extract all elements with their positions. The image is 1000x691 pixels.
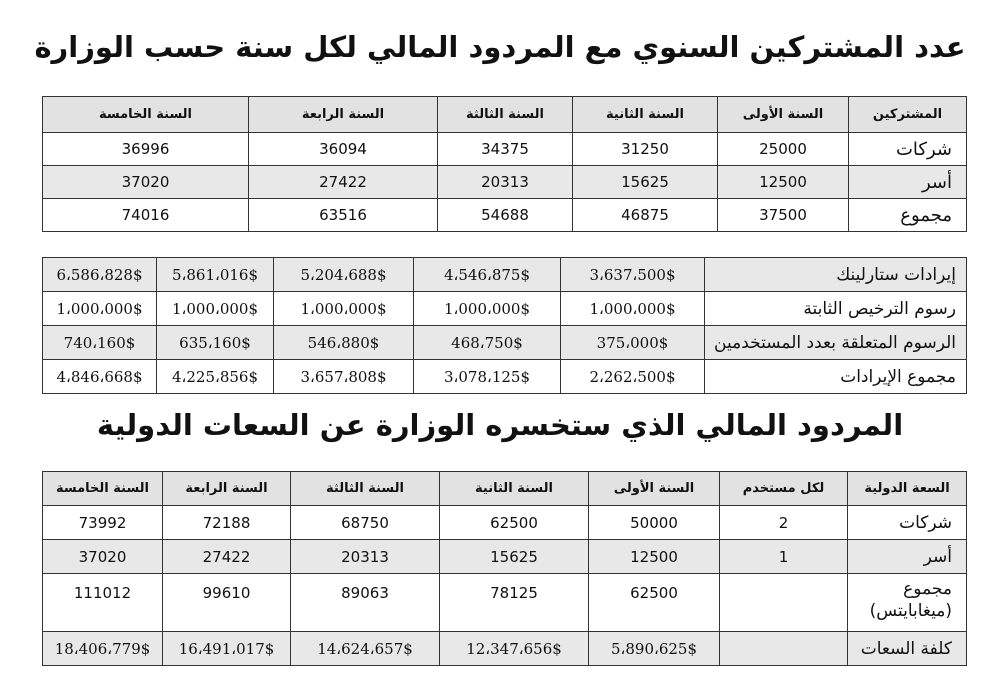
table-cell: 12500 (718, 166, 849, 199)
table-cell: 46875 (573, 199, 718, 232)
column-header: السنة الرابعة (163, 472, 291, 506)
table-cell: 12500 (589, 540, 720, 574)
table-cell: 25000 (718, 133, 849, 166)
table-cell: 1،000،000$ (561, 292, 705, 326)
table-cell: 72188 (163, 506, 291, 540)
column-header: السنة الثالثة (291, 472, 440, 506)
column-header: السنة الثانية (440, 472, 589, 506)
row-label: كلفة السعات (848, 632, 967, 666)
table-header-row (43, 472, 967, 506)
row-label: رسوم الترخيص الثابتة (705, 292, 967, 326)
table-cell: 16،491،017$ (163, 632, 291, 666)
table-cell: 78125 (440, 574, 589, 632)
table-cell: 34375 (438, 133, 573, 166)
row-label: أسر (848, 540, 967, 574)
table-cell: 62500 (589, 574, 720, 632)
table-cell: 635،160$ (157, 326, 274, 360)
row-label: إيرادات ستارلينك (705, 258, 967, 292)
table-row (43, 133, 967, 166)
row-label: الرسوم المتعلقة بعدد المستخدمين (705, 326, 967, 360)
table-row (43, 292, 967, 326)
column-header: السنة الخامسة (43, 97, 249, 133)
table-cell: 27422 (163, 540, 291, 574)
table-cell: 14،624،657$ (291, 632, 440, 666)
table-cell: 4،846،668$ (43, 360, 157, 394)
table-cell: 68750 (291, 506, 440, 540)
column-header: السنة الثانية (573, 97, 718, 133)
table-cell: 99610 (163, 574, 291, 632)
column-header: لكل مستخدم (720, 472, 848, 506)
table-cell: 6،586،828$ (43, 258, 157, 292)
table-cell: 37020 (43, 540, 163, 574)
subscribers-table (42, 96, 967, 232)
table-cell: 4،546،875$ (414, 258, 561, 292)
table-cell: 546،880$ (274, 326, 414, 360)
table-cell: 5،890،625$ (589, 632, 720, 666)
column-header: السعة الدولية (848, 472, 967, 506)
table-cell: 18،406،779$ (43, 632, 163, 666)
table-cell: 63516 (249, 199, 438, 232)
table-cell: 1،000،000$ (157, 292, 274, 326)
table-cell: 468،750$ (414, 326, 561, 360)
table-cell: 20313 (438, 166, 573, 199)
table-row (43, 574, 967, 632)
per-user-cell (720, 574, 848, 632)
table-cell: 27422 (249, 166, 438, 199)
table-cell: 3،637،500$ (561, 258, 705, 292)
table-cell: 1،000،000$ (414, 292, 561, 326)
table-cell: 73992 (43, 506, 163, 540)
per-user-cell: 2 (720, 506, 848, 540)
table-cell: 5،204،688$ (274, 258, 414, 292)
table-cell: 111012 (43, 574, 163, 632)
row-label: مجموع (ميغابايتس) (848, 574, 967, 632)
row-label: أسر (849, 166, 967, 199)
column-header: السنة الأولى (718, 97, 849, 133)
row-label: شركات (849, 133, 967, 166)
row-label: شركات (848, 506, 967, 540)
column-header: السنة الرابعة (249, 97, 438, 133)
table-row (43, 540, 967, 574)
row-label: مجموع الإيرادات (705, 360, 967, 394)
table-row (43, 258, 967, 292)
per-user-cell (720, 632, 848, 666)
table-cell: 15625 (573, 166, 718, 199)
table-cell: 89063 (291, 574, 440, 632)
table-cell: 375،000$ (561, 326, 705, 360)
table-cell: 50000 (589, 506, 720, 540)
table-cell: 12،347،656$ (440, 632, 589, 666)
table-cell: 36094 (249, 133, 438, 166)
table-cell: 3،657،808$ (274, 360, 414, 394)
table-cell: 5،861،016$ (157, 258, 274, 292)
table-cell: 1،000،000$ (274, 292, 414, 326)
table-cell: 3،078،125$ (414, 360, 561, 394)
table-cell: 740،160$ (43, 326, 157, 360)
column-header: السنة الخامسة (43, 472, 163, 506)
table-cell: 1،000،000$ (43, 292, 157, 326)
table-cell: 4،225،856$ (157, 360, 274, 394)
table-cell: 74016 (43, 199, 249, 232)
table-cell: 31250 (573, 133, 718, 166)
table-cell: 2،262،500$ (561, 360, 705, 394)
table-row (43, 632, 967, 666)
table-cell: 15625 (440, 540, 589, 574)
table-cell: 62500 (440, 506, 589, 540)
table-row (43, 326, 967, 360)
table-cell: 20313 (291, 540, 440, 574)
table-cell: 37500 (718, 199, 849, 232)
row-label: مجموع (849, 199, 967, 232)
table-row (43, 166, 967, 199)
table-cell: 54688 (438, 199, 573, 232)
column-header: السنة الثالثة (438, 97, 573, 133)
column-header: السنة الأولى (589, 472, 720, 506)
table-cell: 37020 (43, 166, 249, 199)
table-cell: 36996 (43, 133, 249, 166)
column-header: المشتركين (849, 97, 967, 133)
table-row (43, 506, 967, 540)
table-header-row (43, 97, 967, 133)
revenue-table (42, 257, 967, 394)
subscribers-title: عدد المشتركين السنوي مع المردود المالي لكل سنة حسب الوزارة (34, 30, 966, 64)
per-user-cell: 1 (720, 540, 848, 574)
table-row (43, 199, 967, 232)
financial-loss-title: المردود المالي الذي ستخسره الوزارة عن السعات الدولية (96, 408, 904, 442)
international-capacity-table (42, 471, 967, 666)
table-row (43, 360, 967, 394)
